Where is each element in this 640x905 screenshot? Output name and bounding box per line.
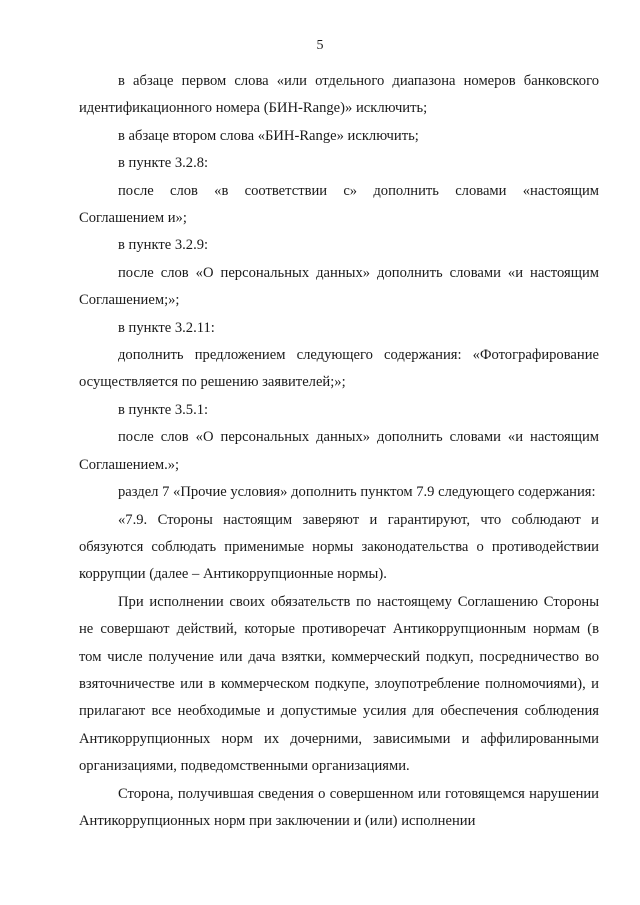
paragraph-3: в пункте 3.2.8: [118, 155, 209, 172]
paragraph-12: «7.9. Стороны настоящим заверяют и гарантируют, что соблюдают и обязуются соблюдать применимые нормы законодательства о противодействии коррупции (далее – Антикоррупционные нормы). [79, 511, 599, 583]
paragraph-11: раздел 7 «Прочие условия» дополнить пунктом 7.9 следующего содержания: [118, 484, 596, 501]
document-body [79, 68, 599, 835]
paragraph-7: в пункте 3.2.11: [118, 319, 215, 336]
paragraph-5: в пункте 3.2.9: [118, 237, 209, 254]
paragraph-6: после слов «О персональных данных» дополнить словами «и настоящим Соглашением;»; [79, 264, 599, 309]
paragraph-4: после слов «в соответствии с» дополнить словами «настоящим Соглашением и»; [79, 182, 599, 227]
page-number: 5 [316, 38, 324, 53]
paragraph-9: в пункте 3.5.1: [118, 401, 209, 418]
paragraph-1: в абзаце первом слова «или отдельного диапазона номеров банковского идентификационного номера (БИН-Range)» исключить; [79, 73, 599, 117]
paragraph-2: в абзаце втором слова «БИН-Range» исключить; [118, 127, 419, 144]
paragraph-10: после слов «О персональных данных» дополнить словами «и настоящим Соглашением.»; [79, 429, 599, 473]
paragraph-13: При исполнении своих обязательств по настоящему Соглашению Стороны не совершают действий, которые противоречат Антикоррупционным нормам (в том числе получение или дача взятки, коммерческий подкуп, посредничество во взяточничестве или в коммерческом подкупе, злоупотребление полномочиями), и прилагают все необходимые и допустимые усилия для обеспечения соблюдения Антикоррупционных норм их дочерними, зависимыми и аффилированными организациями, подведомственными организациями. [79, 593, 599, 775]
paragraph-14: Сторона, получившая сведения о совершенном или готовящемся нарушении Антикоррупционных норм при заключении и (или) исполнении [79, 785, 599, 829]
paragraph-8: дополнить предложением следующего содержания: «Фотографирование осуществляется по решению заявителей;»; [79, 347, 599, 391]
